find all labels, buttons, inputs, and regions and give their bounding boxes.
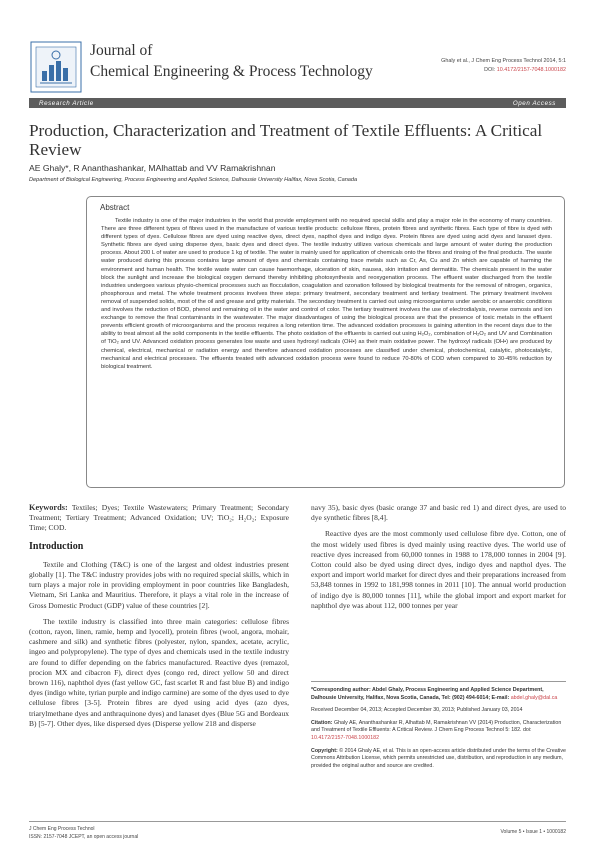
article-type-banner [29,98,566,108]
doi-link[interactable]: 10.4172/2157-7048.1000182 [496,67,566,73]
research-article-label: Research Article [39,99,94,107]
intro-paragraph-2-continued: navy 35), basic dyes (basic orange 37 and basic red 1) and direct dyes, are used to dye synthetic fibres [8,4]. [311,503,566,523]
citation-block [311,720,566,743]
article-authors: AE Ghaly*, R Ananthashankar, MAlhattab and VV Ramakrishnan [29,163,276,173]
article-affiliation: Department of Biological Engineering, Process Engineering and Applied Science, Dalhousie University Halifax, Nova Scotia, Canada [29,177,358,183]
footer-issn: ISSN: 2157-7048 JCEPT, an open access journal [29,833,139,840]
journal-logo-icon [30,41,82,93]
open-access-label: Open Access [512,99,556,107]
journal-name-line1: Journal of [90,42,153,59]
footer-volume: Volume 5 • Issue 1 • 1000182 [500,829,566,835]
article-dates: Received December 04, 2013; Accepted December 30, 2013; Published January 03, 2014 [311,707,523,714]
copyright-label: Copyright: [311,747,338,754]
intro-paragraph-2: The textile industry is classified into three main categories: cellulose fibres (cotton, rayon, linen, ramie, hemp and lyocell), protein fibres (wool, angora, mohair, cashmere and silk) and synthetic fibres (polyester, nylon, spandex, acetate, acrylic, ingeo and polypropylene). The type of dyes and chemicals used in the textile industry are found to differ depending on the fabrics manufactured. Reactive dyes (remazol, procion MX and cibacron F), direct dyes (congo red, direct yellow 50 and direct brown 116), naphthol dyes (fast yellow GC, fast scarlet R and fast blue B) and indigo dyes (indigo white, tyrian purple and indigo carmine) are some of the dyes used to dye cellulose fibres [3-5]. Protein fibres are dyed using acid dyes (azo dyes, triarylmethane dyes and anthraquinone dyes) and lanaset dyes (Blue 5G and Bordeaux B) [5-7]. Other dyes, like dispersed dyes (Disperse yellow 218 and disperse [29,616,289,728]
citation-doi-link[interactable]: 10.4172/2157-7048.1000182 [311,734,380,741]
copyright-block [311,748,566,771]
header-citation-line: Ghaly et al., J Chem Eng Process Technol 2014, 5:1 [441,58,566,64]
footer-journal-info [29,826,138,841]
header-citation [441,57,566,75]
abstract-heading: Abstract [100,203,130,212]
footer-divider [29,821,566,822]
keywords-paragraph [29,503,289,534]
keywords-text: Textiles; Dyes; Textile Wastewaters; Primary Treatment; Secondary Treatment; Tertiary Treatment; Advanced Oxidation; UV; TiO₂; H₂O₂; Exposure Time; COD. [29,503,289,533]
journal-name-line2: Chemical Engineering & Process Technology [90,63,373,80]
body-column-right [311,503,566,617]
correspondence-block [311,681,566,775]
corresponding-author [311,687,566,702]
author-email-link[interactable]: abdel.ghaly@dal.ca [510,694,558,701]
intro-paragraph-3: Reactive dyes are the most commonly used cellulose fibre dye. Cotton, one of the most widely used fibres is dyed mainly using reactive dyes. The world use of reactive dyes increased from 60,000 tonnes in 1988 to 178,000 tonnes in 2004 [9]. Cotton could also be dyed using direct dyes, indigo dyes and napthol dyes. The export and import world market for direct dyes and their preparations increased from 53,848 tonnes in 1992 to 181,998 tonnes in 2011 [10]. The annual world production of indigo dye is 80,000 tonnes [11], while the global import and export market for naphthol dye was about 112, 000 tonnes per year [311,529,566,610]
copyright-text: © 2014 Ghaly AE, et al. This is an open-access article distributed under the terms of the Creative Commons Attribution License, which permits unrestricted use, distribution, and reproduction in any medium, provided the original author and source are credited. [311,747,566,769]
footer-journal: J Chem Eng Process Technol [29,826,95,832]
intro-paragraph-1: Textile and Clothing (T&C) is one of the largest and oldest industries present globally [1]. The T&C industry provides jobs with no required special skills, which in turn plays a major role in providing employment in poor countries like Bangladesh, Vietnam, Sri Lanka and Mauritius. Therefore, it plays a vital role in the increase of Gross Domestic Product (GDP) value of these countries [2]. [29,559,289,610]
keywords-label: Keywords: [29,503,68,512]
body-column-left [29,503,289,735]
article-title: Production, Characterization and Treatment of Textile Effluents: A Critical Review [29,121,543,159]
doi-label: DOI: [484,67,496,73]
journal-name [90,40,373,82]
introduction-heading: Introduction [29,540,84,552]
citation-label: Citation: [311,719,333,726]
abstract-text: Textile industry is one of the major industries in the world that provide employment with no required special skills and play a major role in the economy of many countries. There are three different types of fibres used in the manufacture of various textile products: cellulose fibres, protein fibres and synthetic fibres. Each type of fibre is dyed with different types of dyes. Cellulose fibres are dyed using reactive dyes, direct dyes, napthol dyes and indigo dyes. Protein fibres are dyed using acid dyes and lanaset dyes. Synthetic fibres are dyed using disperse dyes, basic dyes and direct dyes. The textile industry utilizes various chemicals and large amount of water during the production process. About 200 L of water are used to produce 1 kg of textile. The water is mainly used for application of chemicals onto the fibres and rinsing of the final products. The waste water produced during this process contains large amount of dyes and chemicals containing trace metals such as Cr, As, Cu and Zn which are capable of harming the environment and human health. The textile waste water can cause haemorrhage, ulceration of skin, nausea, skin irritation and dermatitis. The chemicals present in the water block the sunlight and increase the biological oxygen demand thereby inhibiting photosynthesis and reoxygenation process. The effluent water discharged from the textile industries undergoes various physio-chemical processes such as flocculation, coagulation and ozonation followed by biological treatments for the removal of nitrogen, organics, phosphorous and metal. The whole treatment process involves three steps: primary treatment, secondary treatment and tertiary treatment. The primary treatment involves removal of suspended solids, most of the oil and grease and gritty materials. The secondary treatment is carried out using microorganisms under aerobic or anaerobic conditions and involves the reduction of BOD, phenol and remaining oil in the water and control of color. The tertiary treatment involves the use of electrodialysis, reverse osmosis and ion exchange to remove the final contaminants in the wastewater. The major disadvantages of using the biological process are that the presence of toxic metals in the effluent prevents efficient growth of microorganisms and the process requires a long retention time. The advanced oxidation processes is gaining attention in the recent days due to the ability to treat almost all the solid components in the textile effluents. The photo oxidation of the effluents is carried out using H₂O₂, combination of H₂O₂ and UV and Combination of TiO₂ and UV. Advanced oxidation process generates low waste and uses hydroxyl radicals (OH•) as their main oxidative power. The hydroxyl radicals (OH•) are produced by chemical, electrical, mechanical or radiation energy and therefore advanced oxidation processes are classified under chemical, photochemical, catalytic, photocatalytic, mechanical and electrical processes. The effluents treated with advanced oxidation process were found to reduce 70-80% of COD when compared to 30-45% reduction by biological treatment. [101,218,552,370]
citation-text: Ghaly AE, Ananthashankar R, Alhattab M, Ramakrishnan VV (2014) Production, Characterization and Treatment of Textile Effluents: A Critical Review. J Chem Eng Process Technol 5: 182. doi: [311,719,562,734]
corresponding-author-text: *Corresponding author: Abdel Ghaly, Process Engineering and Applied Science Department, Dalhousie University, Halifax, Nova Scotia, Canada, Tel: (902) 494-6014; E-mail: [311,687,544,701]
abstract-box [86,196,565,488]
